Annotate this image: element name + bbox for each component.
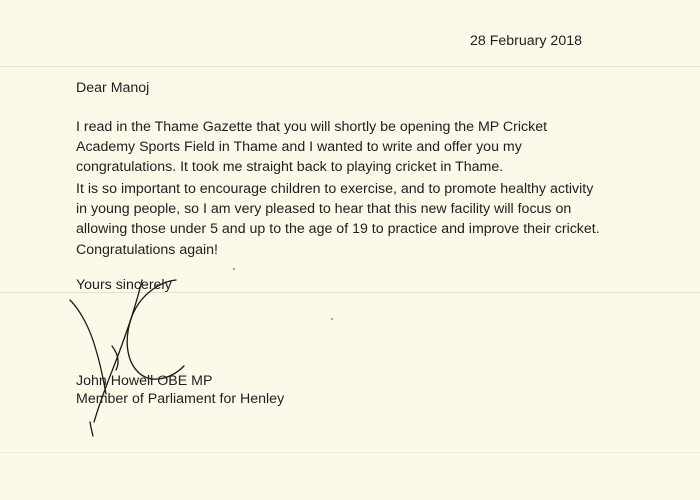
paper-fold-line: [0, 66, 700, 67]
letter-salutation: Dear Manoj: [76, 80, 150, 96]
letter-paragraph-2: [76, 179, 600, 239]
paragraph-line: allowing those under 5 and up to the age of 19 to practice and improve their cricket.: [76, 221, 600, 237]
letter-date: 28 February 2018: [470, 33, 582, 49]
letter-paragraph-3: Congratulations again!: [76, 242, 218, 258]
paper-speck: [233, 268, 235, 270]
signatory-name: John Howell OBE MP: [76, 373, 213, 389]
signatory-title: Member of Parliament for Henley: [76, 391, 285, 407]
paper-speck: [331, 318, 333, 320]
paper-fold-line: [0, 452, 700, 453]
paragraph-line: I read in the Thame Gazette that you will shortly be opening the MP Cricket: [76, 119, 548, 135]
handwritten-signature: [66, 272, 206, 437]
paragraph-line: It is so important to encourage children to exercise, and to promote healthy activity: [76, 181, 594, 197]
letter-paragraph-1: [76, 117, 547, 177]
paragraph-line: congratulations. It took me straight back to playing cricket in Thame.: [76, 159, 504, 175]
paragraph-line: Academy Sports Field in Thame and I wanted to write and offer you my: [76, 139, 522, 155]
letter-closing: Yours sincerely: [76, 277, 172, 293]
paragraph-line: in young people, so I am very pleased to hear that this new facility will focus on: [76, 201, 572, 217]
